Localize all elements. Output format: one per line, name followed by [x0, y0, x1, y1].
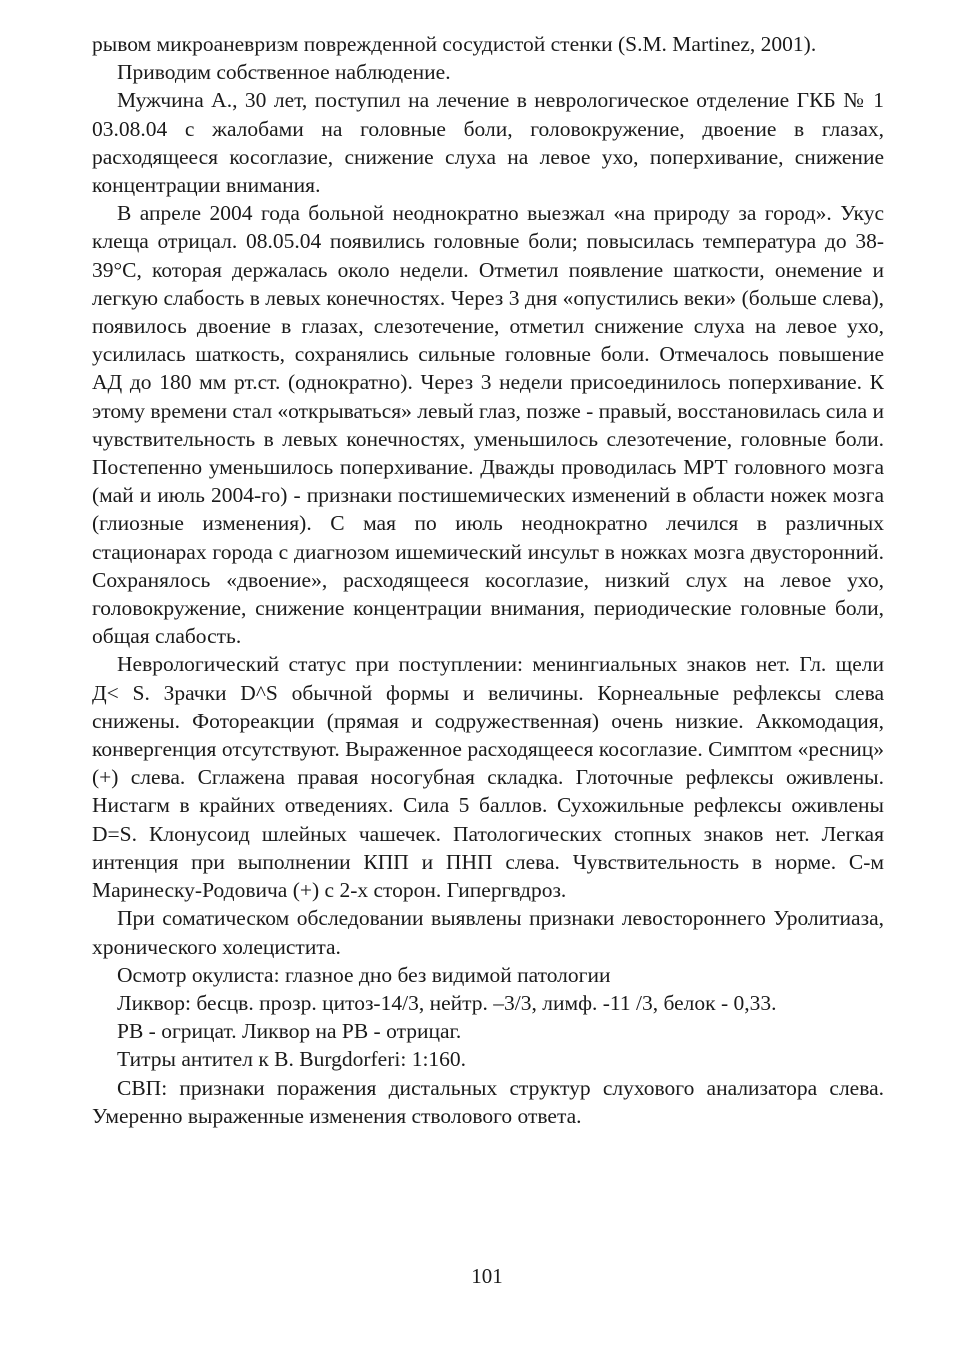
paragraph-admission: Мужчина А., 30 лет, поступил на лечение в неврологическое отделение ГКБ № 1 03.08.04 с жалобами на головные боли, головокружение, двоение в глазах, расходящееся косоглазие, снижение слуха на левое ухо, поперхивание, снижение концентрации внимания. — [92, 88, 884, 198]
paragraph-somatic: При соматическом обследовании выявлены признаки левостороннего Уролитиаза, хронического холецистита. — [92, 906, 884, 959]
paragraph-rw: РВ - огрицат. Ликвор на РВ - отрицаг. — [117, 1019, 462, 1044]
paragraph-intro: Приводим собственное наблюдение. — [117, 60, 451, 85]
paragraph-neuro-status: Неврологический статус при поступлении: менингиальных знаков нет. Гл. щели Д< S. Зрачки D^S обычной формы и величины. Корнеальные рефлексы слева снижены. Фотореакции (прямая и содружественная) очень низкие. Аккомодация, конвергенция отсутствуют. Выраженное расходящееся косоглазие. Симптом «ресниц» (+) слева. Сглажена правая носогубная складка. Глоточные рефлексы оживлены. Нистагм в крайних отведениях. Сила 5 баллов. Сухожильные рефлексы оживлены D=S. Клонусоид шлейных чашечек. Патологических стопных знаков нет. Легкая интенция при выполнении КПП и ПНП слева. Чувствительность в норме. С-м Маринеску-Родовича (+) с 2-х сторон. Гипергвдроз. — [92, 652, 884, 903]
body-text — [92, 30, 884, 1130]
paragraph-ophthalmology: Осмотр окулиста: глазное дно без видимой патологии — [117, 962, 611, 987]
page-number: 101 — [471, 1264, 503, 1288]
paragraph-csf: Ликвор: бесцв. прозр. цитоз-14/3, нейтр. –3/3, лимф. -11 /3, белок - 0,33. — [117, 990, 777, 1015]
paragraph-continuation: рывом микроаневризм поврежденной сосудистой стенки (S.M. Martinez, 2001). — [92, 32, 817, 56]
paragraph-evoked-potentials: СВП: признаки поражения дистальных структур слухового анализатора слева. Умеренно выраженные изменения стволового ответа. — [92, 1075, 884, 1128]
paragraph-antibody-titers: Титры антител к В. Burgdorferi: 1:160. — [117, 1047, 467, 1072]
paragraph-history: В апреле 2004 года больной неоднократно выезжал «на природу за город». Укус клеща отрицал. 08.05.04 появились головные боли; повысилась температура до 38-39°С, которая держалась около недели. Отметил появление шаткости, онемение и легкую слабость в левых конечностях. Через 3 дня «опустились веки» (больше слева), появилось двоение в глазах, слезотечение, отметил снижение слуха на левое ухо, усилилась шаткость, сохранялись сильные головные боли. Отмечалось повышение АД до 180 мм рт.ст. (однократно). Через 3 недели присоединилось поперхивание. К этому времени стал «открываться» левый глаз, позже - правый, восстановилась сила и чувствительность в левых конечностях, уменьшилось слезотечение, головные боли. Постепенно уменьшилось поперхивание. Дважды проводилась МРТ головного мозга (май и июль 2004-го) - признаки постишемических изменений в области ножек мозга (глиозные изменения). С мая по июль неоднократно лечился в различных стационарах города с диагнозом ишемический инсульт в ножках мозга двусторонний. Сохранялось «двоение», расходящееся косоглазие, низкий слух на левое ухо, головокружение, снижение концентрации внимания, периодические головные боли, общая слабость. — [92, 201, 885, 649]
